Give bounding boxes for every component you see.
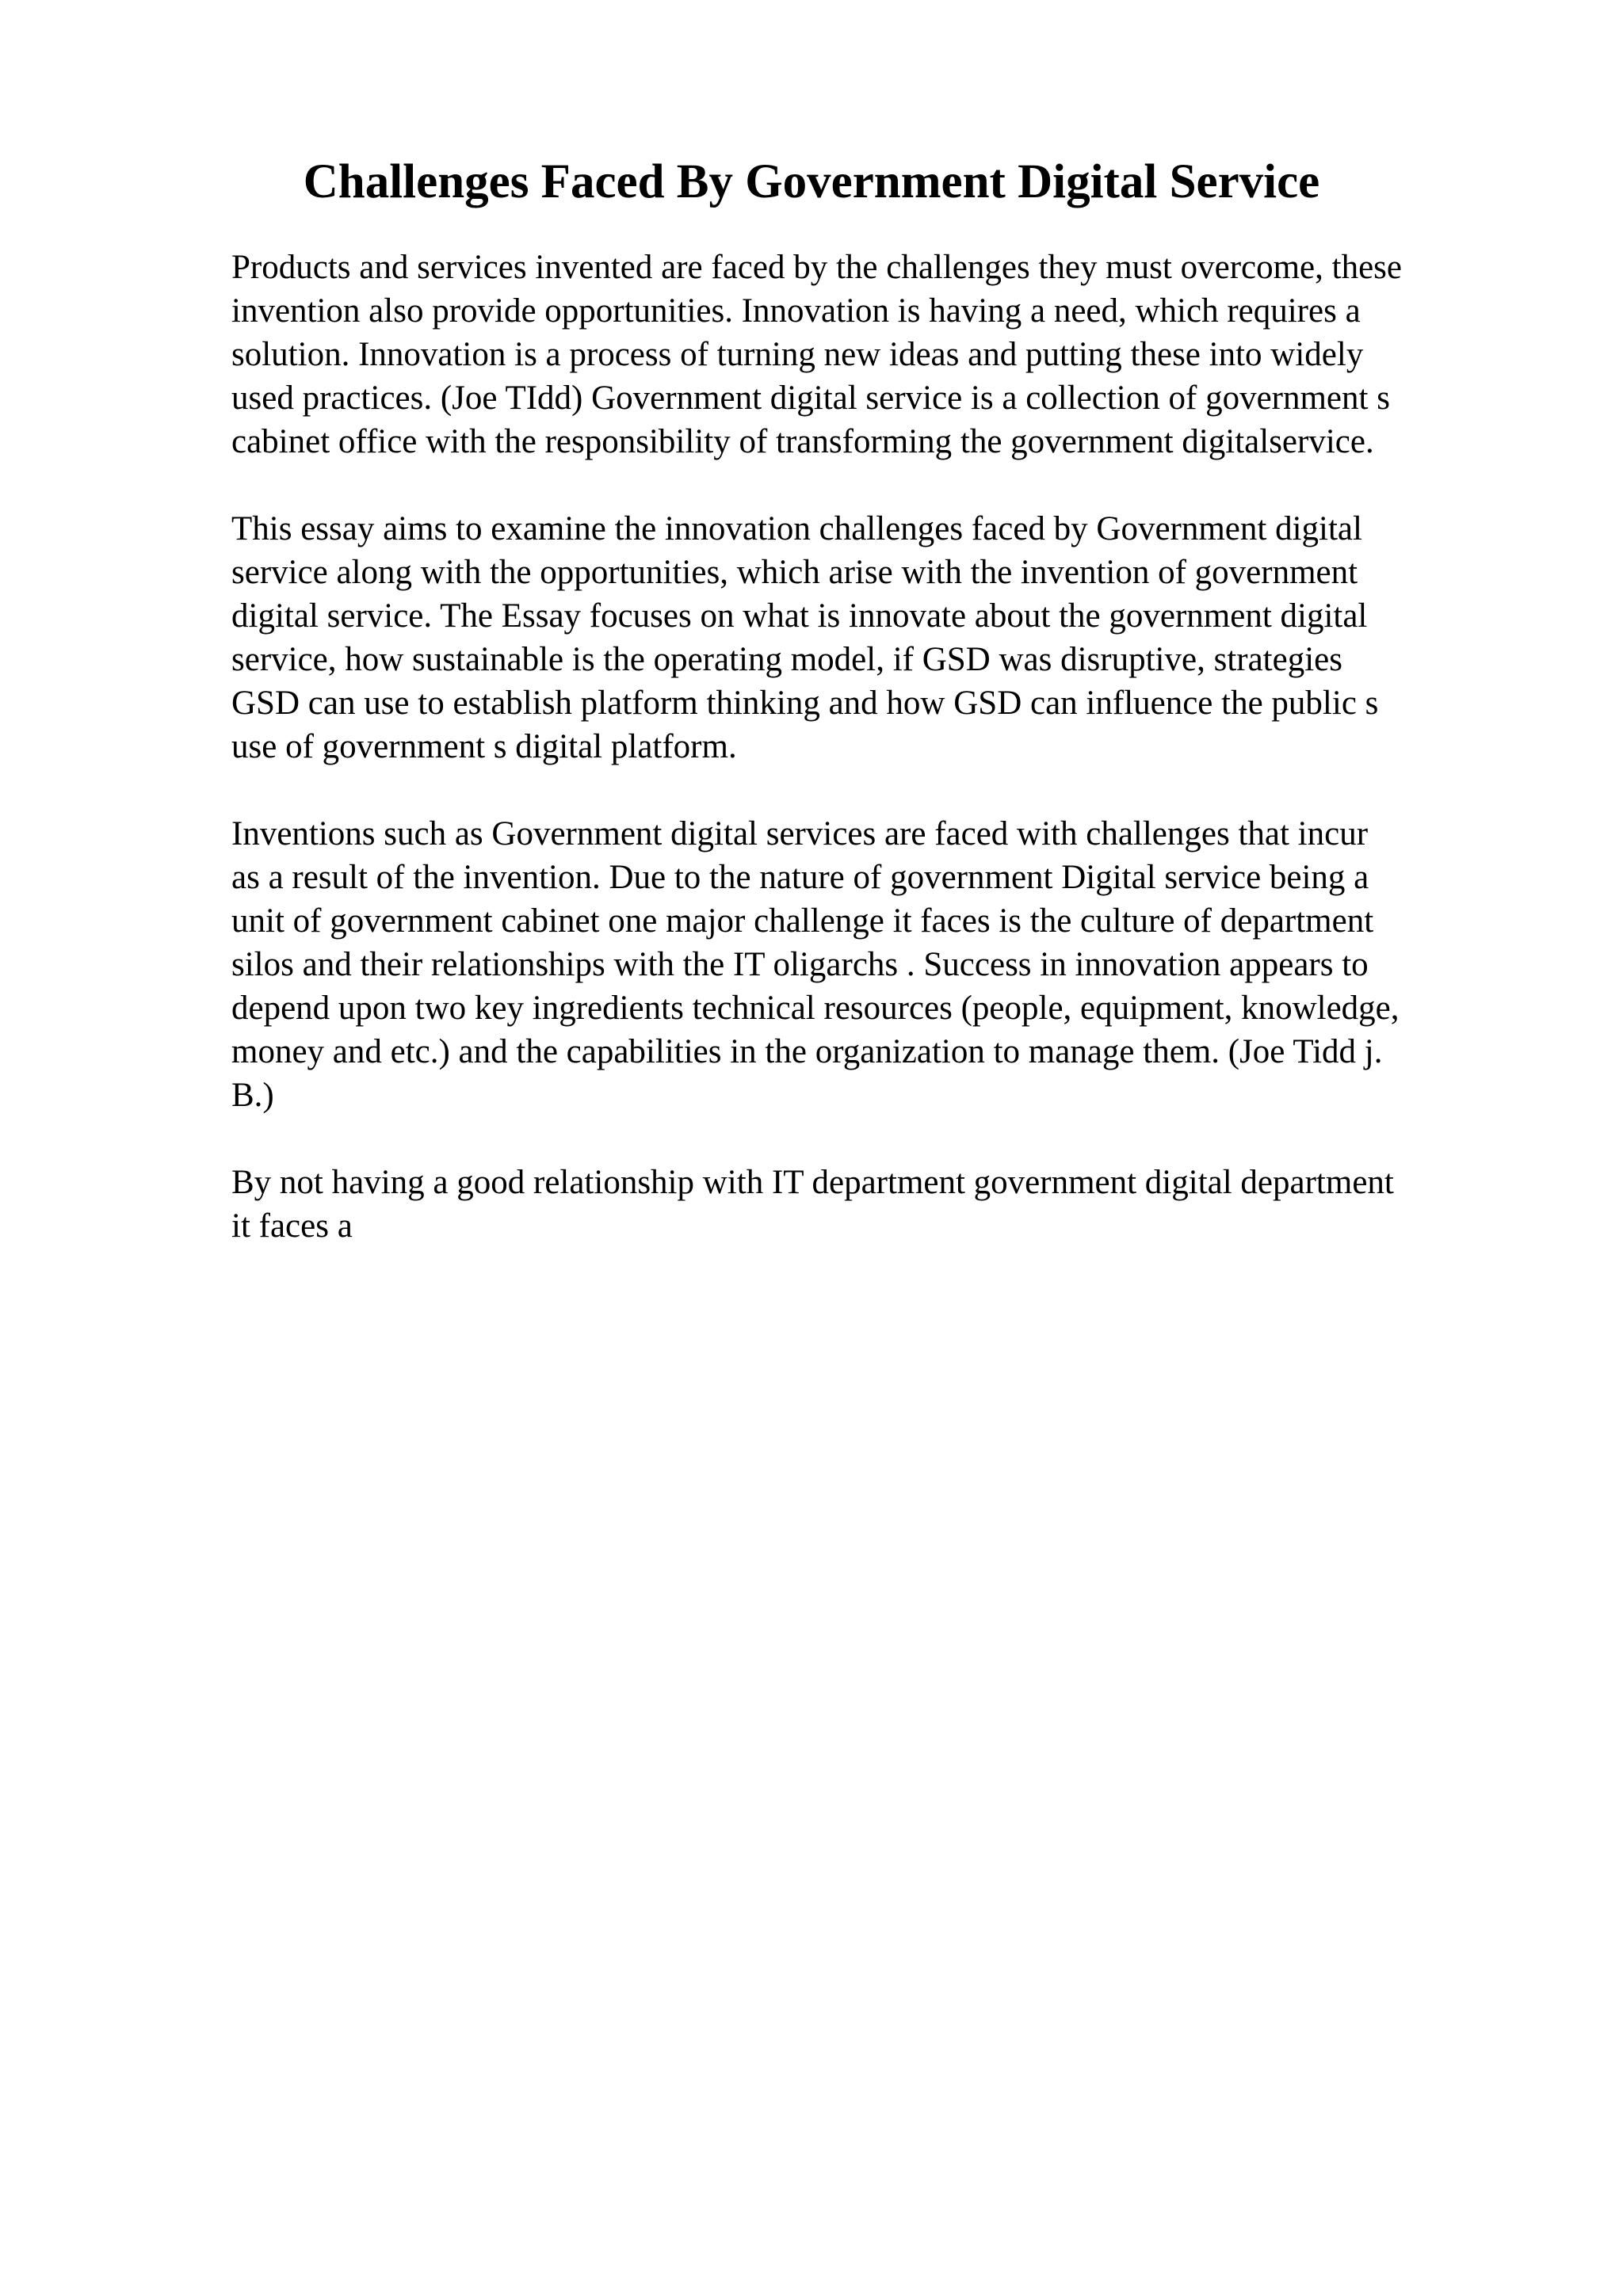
text-line: money and etc.) and the capabilities in the organization to manage them. (Joe Tidd j. xyxy=(231,1033,1383,1070)
paragraph-intro xyxy=(231,246,1499,463)
document-title: Challenges Faced By Government Digital Service xyxy=(303,155,1320,208)
text-line: Inventions such as Government digital services are faced with challenges that incur xyxy=(231,815,1369,852)
paragraph-essay-aims xyxy=(231,507,1499,769)
text-line: This essay aims to examine the innovation challenges faced by Government digital xyxy=(231,510,1362,547)
text-line: GSD can use to establish platform thinking and how GSD can influence the public s xyxy=(231,685,1379,722)
text-line: cabinet office with the responsibility of transforming the government digitalservice. xyxy=(231,423,1374,460)
text-line: unit of government cabinet one major challenge it faces is the culture of department xyxy=(231,902,1374,940)
document-body xyxy=(231,246,1499,1291)
text-line: service along with the opportunities, which arise with the invention of government xyxy=(231,554,1358,591)
text-line: depend upon two key ingredients technical resources (people, equipment, knowledge, xyxy=(231,990,1400,1027)
text-line: it faces a xyxy=(231,1207,353,1245)
paragraph-relationship xyxy=(231,1161,1499,1248)
paragraph-challenges xyxy=(231,812,1499,1117)
text-line: service, how sustainable is the operating model, if GSD was disruptive, strategies xyxy=(231,641,1342,678)
text-line: solution. Innovation is a process of turning new ideas and putting these into widely xyxy=(231,336,1364,373)
text-line: use of government s digital platform. xyxy=(231,728,737,765)
text-line: digital service. The Essay focuses on what is innovate about the government digital xyxy=(231,597,1368,635)
text-line: silos and their relationships with the IT oligarchs . Success in innovation appears to xyxy=(231,946,1369,983)
text-line: used practices. (Joe TIdd) Government digital service is a collection of government s xyxy=(231,379,1390,417)
text-line: as a result of the invention. Due to the nature of government Digital service being a xyxy=(231,859,1369,896)
text-line: By not having a good relationship with IT department government digital department xyxy=(231,1164,1394,1201)
text-line: B.) xyxy=(231,1077,274,1114)
text-line: Products and services invented are faced by the challenges they must overcome, these xyxy=(231,249,1402,286)
text-line: invention also provide opportunities. Innovation is having a need, which requires a xyxy=(231,292,1361,330)
